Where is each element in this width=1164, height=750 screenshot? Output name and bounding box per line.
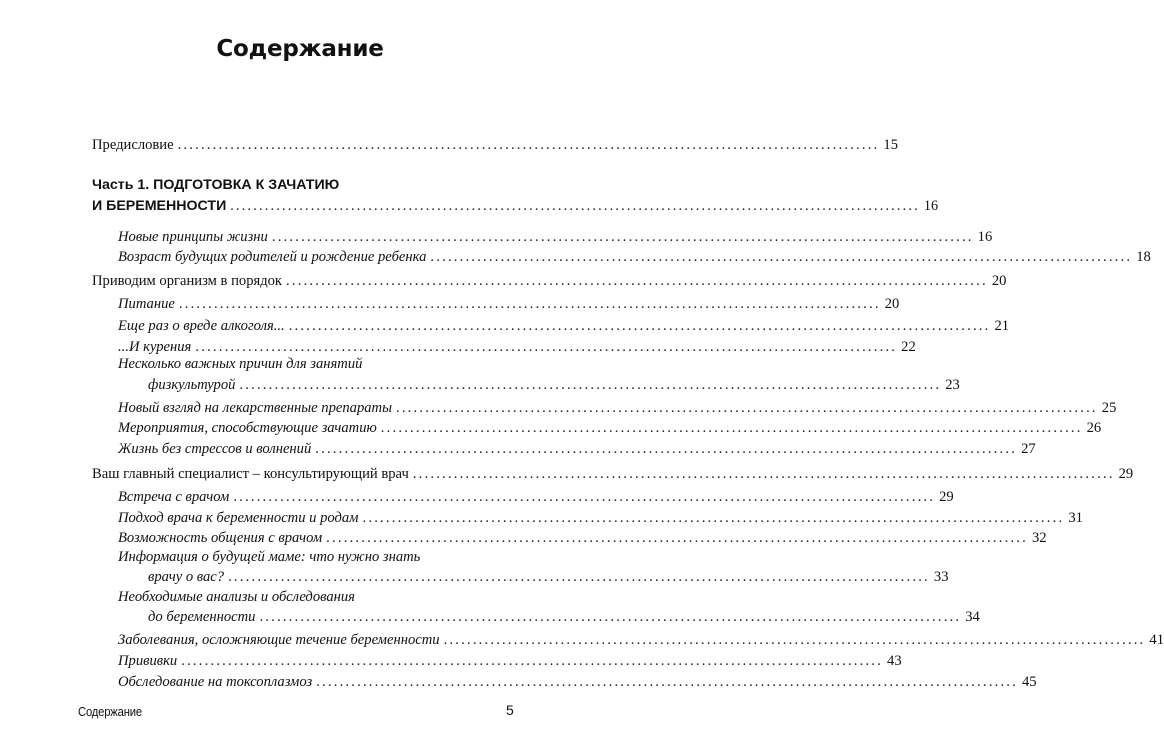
toc-entry-nutrition[interactable] xyxy=(118,295,900,314)
dot-leader: ........................................................................................................................ xyxy=(286,273,988,289)
toc-page-number: 29 xyxy=(939,489,954,505)
dot-leader: ........................................................................................................................ xyxy=(362,510,1065,526)
toc-entry-title: Ваш главный специалист – консультирующий врач xyxy=(92,466,409,482)
toc-page-number: 26 xyxy=(1086,420,1102,436)
toc-page-number: 27 xyxy=(1021,441,1036,457)
dot-leader: ........................................................................................................................ xyxy=(326,530,1028,546)
toc-entry-info-line1[interactable]: Информация о будущей маме: что нужно знать xyxy=(118,549,421,565)
dot-leader: ........................................................................................................................ xyxy=(228,569,930,585)
toc-page-number: 21 xyxy=(994,318,1010,334)
dot-leader: ........................................................................................................................ xyxy=(380,420,1083,436)
toc-page-number: 29 xyxy=(1118,466,1134,482)
toc-entry-title: ...И курения xyxy=(118,339,192,355)
toc-page-number: 41 xyxy=(1149,632,1164,648)
toc-entry-title: до беременности xyxy=(148,609,256,625)
footer-page-number: 5 xyxy=(506,702,514,718)
dot-leader: ........................................................................................................................ xyxy=(412,466,1115,482)
toc-entry-organism[interactable] xyxy=(92,272,1007,291)
toc-entry-tests-line1[interactable]: Необходимые анализы и обследования xyxy=(118,589,355,605)
toc-entry-communication[interactable] xyxy=(118,529,1047,548)
toc-entry-title: Жизнь без стрессов и волнений xyxy=(118,441,312,457)
toc-entry-title: врачу о вас? xyxy=(148,569,225,585)
toc-page-number: 25 xyxy=(1101,400,1117,416)
toc-entry-title: Подход врача к беременности и родам xyxy=(118,510,359,526)
toc-entry-title: Питание xyxy=(118,296,175,312)
dot-leader: ........................................................................................................................ xyxy=(195,339,898,355)
dot-leader: ........................................................................................................................ xyxy=(177,137,880,153)
toc-entry-sport[interactable] xyxy=(148,376,960,395)
dot-leader: ........................................................................................................................ xyxy=(239,377,942,393)
running-footer-title: Содержание xyxy=(78,705,142,719)
toc-entry-title: Возраст будущих родителей и рождение ребенка xyxy=(118,249,427,265)
dot-leader: ........................................................................................................................ xyxy=(233,489,936,505)
toc-entry-title: Мероприятия, способствующие зачатию xyxy=(118,420,377,436)
toc-entry-title: физкультурой xyxy=(148,377,236,393)
toc-entry-medicines[interactable] xyxy=(118,399,1117,418)
dot-leader: ........................................................................................................................ xyxy=(316,674,1018,690)
toc-entry-toxoplasmosis[interactable] xyxy=(118,673,1037,692)
dot-leader: ........................................................................................................................ xyxy=(395,400,1098,416)
toc-entry-title: Обследование на токсоплазмоз xyxy=(118,674,313,690)
toc-entry-preface[interactable] xyxy=(92,136,898,155)
dot-leader: ........................................................................................................................ xyxy=(443,632,1146,648)
toc-page-number: 16 xyxy=(977,229,993,245)
dot-leader: ........................................................................................................................ xyxy=(315,441,1018,457)
dot-leader: ........................................................................................................................ xyxy=(271,229,974,245)
dot-leader: ........................................................................................................................ xyxy=(178,296,881,312)
toc-entry-tests[interactable] xyxy=(148,608,980,627)
toc-page-number: 22 xyxy=(901,339,916,355)
toc-entry-conception-measures[interactable] xyxy=(118,419,1102,438)
dot-leader: ........................................................................................................................ xyxy=(230,198,920,214)
toc-entry-title: Новые принципы жизни xyxy=(118,229,268,245)
toc-entry-meeting[interactable] xyxy=(118,488,954,507)
toc-page-number: 33 xyxy=(933,569,949,585)
dot-leader: ........................................................................................................................ xyxy=(430,249,1133,265)
toc-page-number: 23 xyxy=(945,377,960,393)
toc-entry-title: Предисловие xyxy=(92,137,174,153)
toc-entry-title: Заболевания, осложняющие течение беременности xyxy=(118,632,440,648)
toc-page-number: 45 xyxy=(1021,674,1037,690)
toc-entry-diseases[interactable] xyxy=(118,631,1164,650)
toc-entry-no-stress[interactable] xyxy=(118,440,1036,459)
dot-leader: ........................................................................................................................ xyxy=(288,318,991,334)
toc-entry-doctor[interactable] xyxy=(92,465,1134,484)
toc-entry-title: Встреча с врачом xyxy=(118,489,230,505)
toc-page-number: 32 xyxy=(1031,530,1047,546)
toc-page-number: 20 xyxy=(991,273,1007,289)
toc-entry-alcohol[interactable] xyxy=(118,317,1010,336)
toc-entry-new-principles[interactable] xyxy=(118,228,993,247)
toc-page-number: 43 xyxy=(887,653,902,669)
toc-entry-title: Приводим организм в порядок xyxy=(92,273,283,289)
toc-entry-sport-line1[interactable]: Несколько важных причин для занятий xyxy=(118,356,363,372)
toc-entry-part1[interactable] xyxy=(92,197,939,216)
page-title: Содержание xyxy=(216,36,384,62)
toc-entry-title: Прививки xyxy=(118,653,178,669)
toc-entry-parents-age[interactable] xyxy=(118,248,1151,267)
toc-entry-title: Новый взгляд на лекарственные препараты xyxy=(118,400,392,416)
toc-entry-info[interactable] xyxy=(148,568,949,587)
dot-leader: ........................................................................................................................ xyxy=(259,609,962,625)
toc-entry-title: Еще раз о вреде алкоголя... xyxy=(118,318,285,334)
toc-part-heading-line1[interactable]: Часть 1. ПОДГОТОВКА К ЗАЧАТИЮ xyxy=(92,177,340,193)
toc-page-number: 20 xyxy=(884,296,900,312)
toc-page-number: 16 xyxy=(923,198,939,214)
toc-entry-vaccines[interactable] xyxy=(118,652,902,671)
dot-leader: ........................................................................................................................ xyxy=(181,653,884,669)
toc-entry-approach[interactable] xyxy=(118,509,1083,528)
toc-page-number: 31 xyxy=(1068,510,1083,526)
toc-entry-title: И БЕРЕМЕННОСТИ xyxy=(92,198,227,214)
toc-page-number: 34 xyxy=(965,609,980,625)
toc-page-number: 18 xyxy=(1136,249,1151,265)
toc-entry-title: Возможность общения с врачом xyxy=(118,530,323,546)
toc-page-number: 15 xyxy=(883,137,898,153)
